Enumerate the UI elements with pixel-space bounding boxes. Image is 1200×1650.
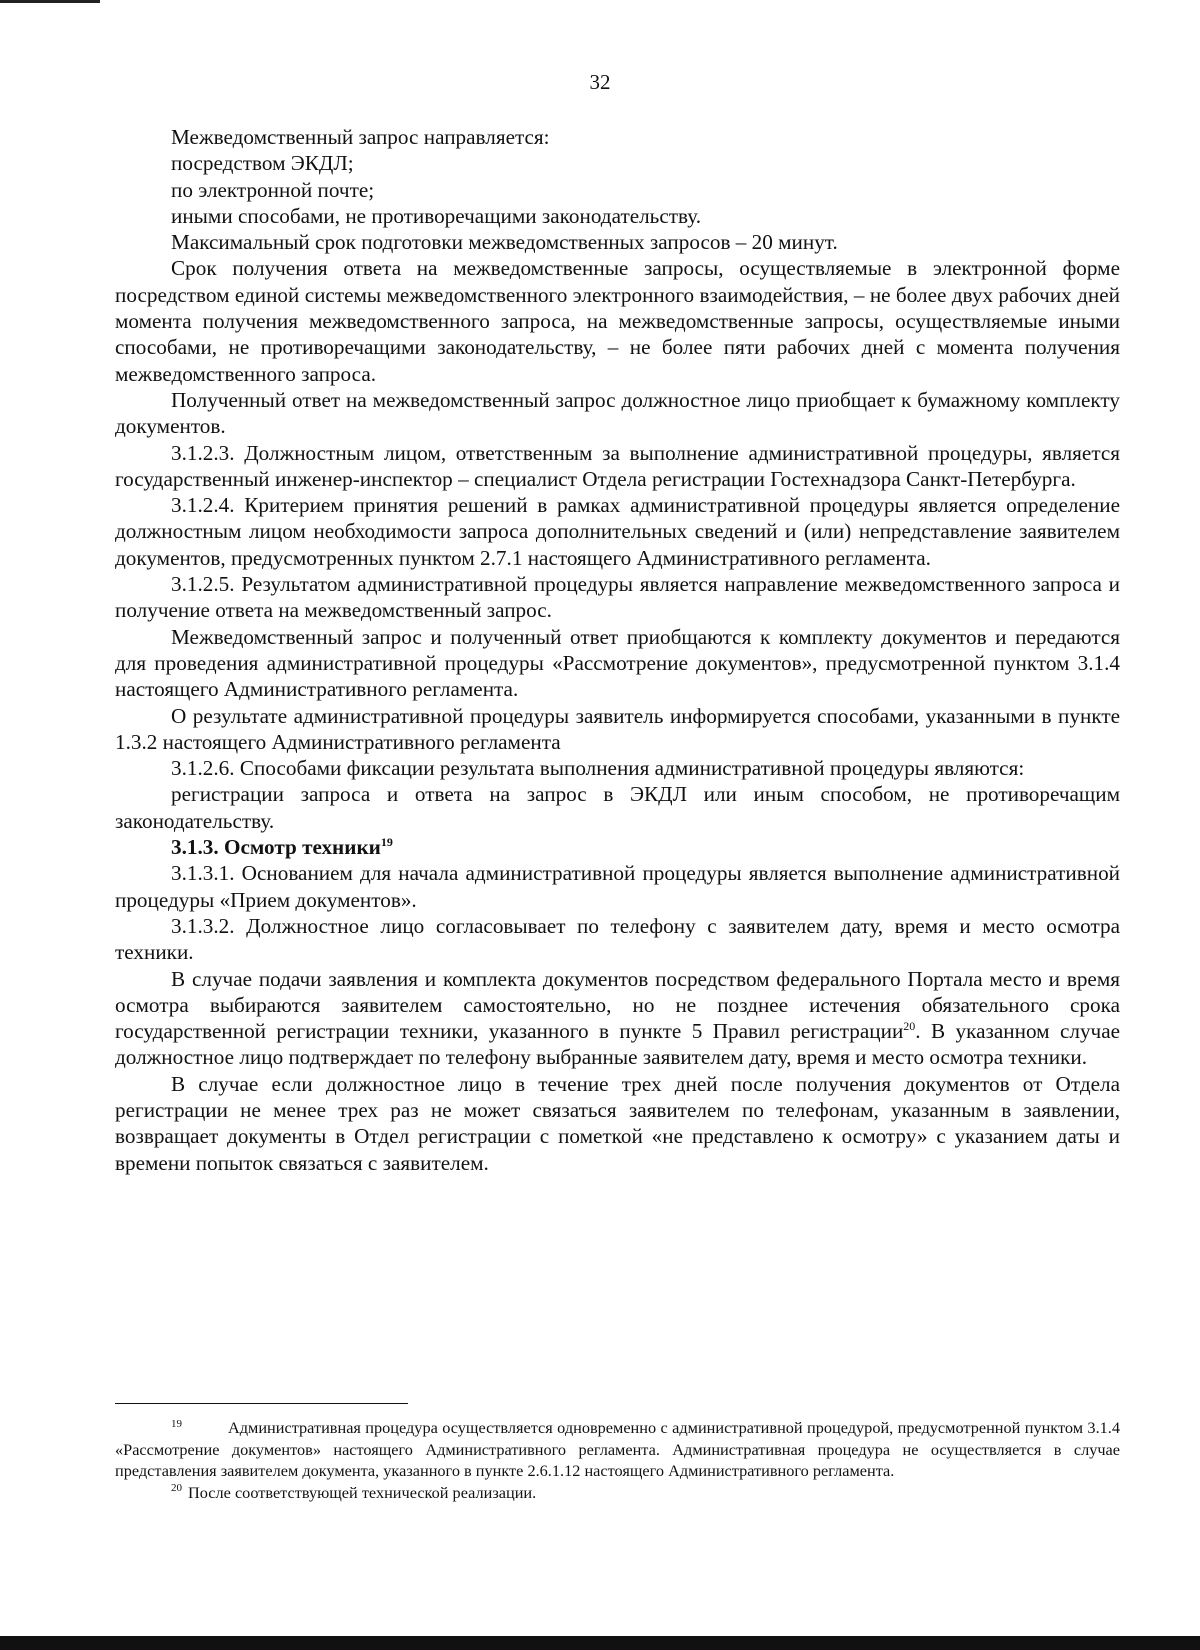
paragraph: иными способами, не противоречащими законодательству.: [171, 203, 702, 228]
paragraph: 3.1.2.4. Критерием принятия решений в рамках административной процедуры является определение должностным лицом необходимости запроса дополнительных сведений и (или) непредставление заявителем документов, предусмотренных пунктом 2.7.1 настоящего Административного регламента.: [115, 493, 1120, 570]
page-number: 32: [589, 70, 611, 94]
paragraph: В случае если должностное лицо в течение трех дней после получения документов от Отдела регистрации не менее трех раз не может связаться заявителем по телефонам, указанным в заявлении, возвращает документы в Отдел регистрации с пометкой «не представлено к осмотру» с указанием даты и времени попыток связаться с заявителем.: [115, 1071, 1120, 1175]
footnote-ref-19[interactable]: 19: [380, 834, 393, 849]
paragraph: Межведомственный запрос и полученный ответ приобщаются к комплекту документов и передаются для проведения административной процедуры «Рассмотрение документов», предусмотренной пунктом 3.1.4 настоящего Административного регламента.: [115, 624, 1120, 702]
paragraph: 3.1.2.5. Результатом административной процедуры является направление межведомственного запроса и получение ответа на межведомственный запрос.: [115, 572, 1120, 623]
footnotes: [115, 1417, 1120, 1503]
paragraph: посредством ЭКДЛ;: [171, 151, 354, 176]
paragraph: регистрации запроса и ответа на запрос в ЭКДЛ или иным способом, не противоречащим законодательству.: [115, 782, 1120, 833]
footnote-19: [115, 1417, 1120, 1482]
paragraph: 3.1.2.3. Должностным лицом, ответственным за выполнение административной процедуры, является государственный инженер-инспектор – специалист Отдела регистрации Гостехнадзора Санкт-Петербурга.: [115, 440, 1120, 491]
footnote-divider: [115, 1403, 408, 1404]
paragraph: Срок получения ответа на межведомственные запросы, осуществляемые в электронной форме посредством единой системы межведомственного электронного взаимодействия, – не более двух рабочих дней момента получения межведомственного запроса, на межведомственные запросы, осуществляемые иными способами, не противоречащими законодательству, – не более пяти рабочих дней с момента получения межведомственного запроса.: [115, 256, 1120, 386]
footnote-text: После соответствующей технической реализации.: [188, 1482, 537, 1502]
section-heading: [115, 834, 1120, 860]
paragraph: 3.1.3.1. Основанием для начала административной процедуры является выполнение административной процедуры «Прием документов».: [115, 861, 1120, 912]
paragraph-text: В случае подачи заявления и комплекта документов посредством федерального Портала место и время осмотра выбираются заявителем самостоятельно, но не позднее истечения обязательного срока государственной регистрации техники, указанного в пункте 5 Правил регистрации: [115, 966, 1120, 1044]
footnote-20: [115, 1482, 1120, 1504]
footnote-number: 20: [171, 1482, 182, 1495]
paragraph: Максимальный срок подготовки межведомственных запросов – 20 минут.: [171, 230, 838, 255]
paragraph: 3.1.2.6. Способами фиксации результата выполнения административной процедуры являются:: [171, 756, 1025, 781]
paragraph-text: . В указанном случае должностное лицо подтверждает по телефону выбранные заявителем дату, время и место осмотра техники.: [115, 1019, 1120, 1070]
scan-corner-mark: [0, 0, 100, 3]
paragraph: по электронной почте;: [171, 177, 375, 202]
paragraph: 3.1.3.2. Должностное лицо согласовывает по телефону с заявителем дату, время и место осмотра техники.: [115, 913, 1120, 965]
paragraph: О результате административной процедуры заявитель информируется способами, указанными в пункте 1.3.2 настоящего Административного регламента: [115, 703, 1120, 754]
footnote-ref-20[interactable]: 20: [903, 1019, 916, 1034]
body-text: [115, 124, 1120, 1176]
scan-bottom-edge: [0, 1636, 1200, 1650]
section-heading-text: 3.1.3. Осмотр техники: [171, 835, 381, 860]
paragraph: [115, 966, 1120, 1071]
footnote-text: Административная процедура осуществляется одновременно с административной процедурой, предусмотренной пунктом 3.1.4 «Рассмотрение документов» настоящего Административного регламента. Административная процедура не осуществляется в случае представления заявителем документа, указанного в пункте 2.6.1.12 настоящего Административного регламента.: [115, 1418, 1120, 1480]
footnote-number: 19: [171, 1417, 182, 1430]
paragraph: Межведомственный запрос направляется:: [171, 125, 550, 149]
paragraph: Полученный ответ на межведомственный запрос должностное лицо приобщает к бумажному комплекту документов.: [115, 387, 1120, 439]
